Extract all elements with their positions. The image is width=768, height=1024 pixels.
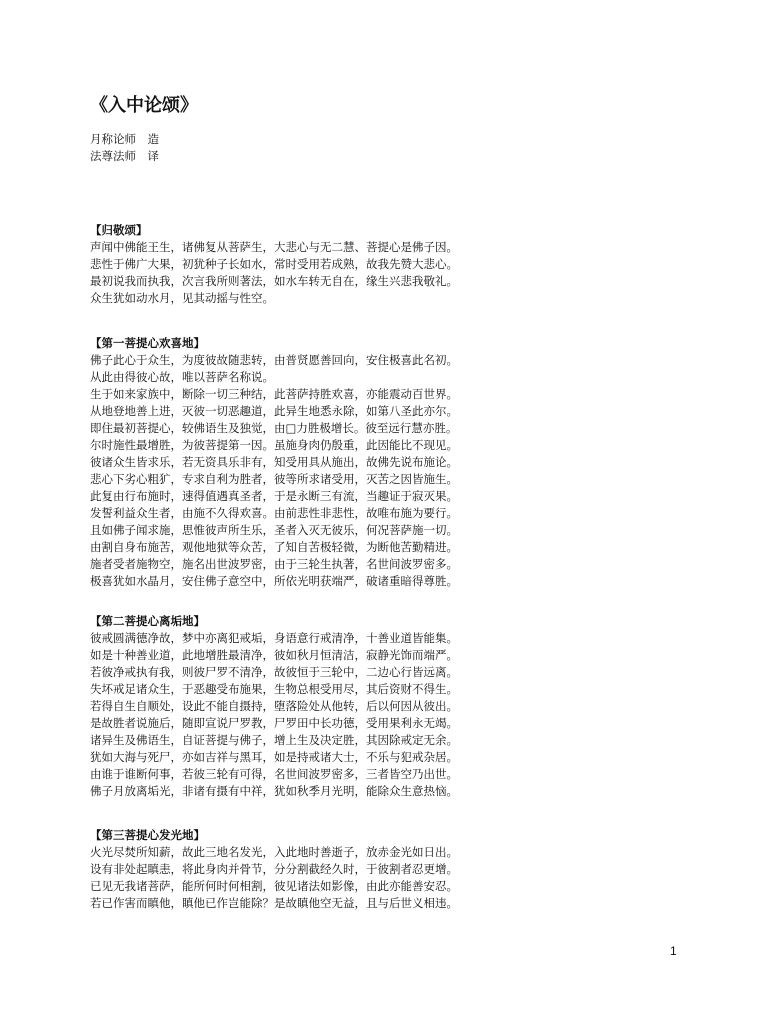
verse-line: 从此由得彼心故，唯以菩萨名称说。 (90, 370, 274, 384)
verse-line: 从地登地善上进，灭彼一切恶趣道，此异生地悉永除，如第八圣此亦尔。 (90, 404, 458, 418)
verse-line: 声闻中佛能王生，诸佛复从菩萨生，大悲心与无二慧、菩提心是佛子因。 (90, 240, 458, 254)
section-homage (90, 222, 730, 307)
verse-line: 彼诸众生皆求乐，若无资具乐非有，知受用具从施出，故佛先说布施论。 (90, 455, 458, 469)
section-third-ground (90, 827, 730, 912)
verse-line: 且如佛子闻求施，思惟彼声所生乐，圣者入灭无彼乐，何况菩萨施一切。 (90, 523, 458, 537)
verse-line: 最初说我而执我，次言我所则著法，如水车转无自在，缘生兴悲我敬礼。 (90, 274, 458, 288)
verse-line: 彼戒圆满德净故，梦中亦离犯戒垢，身语意行戒清净，十善业道皆能集。 (90, 631, 458, 645)
section-heading: 【第三菩提心发光地】 (90, 828, 205, 842)
section-second-ground (90, 613, 730, 800)
verse-line: 施者受者施物空，施名出世波罗密，由于三轮生执著，名世间波罗密多。 (90, 557, 458, 571)
section-heading: 【第一菩提心欢喜地】 (90, 336, 205, 350)
section-heading: 【归敬颂】 (90, 223, 148, 237)
verse-line: 火光尽焚所知薪，故此三地名发光，入此地时善逝子，放赤金光如日出。 (90, 845, 458, 859)
section-heading: 【第二菩提心离垢地】 (90, 614, 205, 628)
section-first-ground (90, 335, 730, 590)
verse-line: 失坏戒足诸众生，于恶趣受布施果，生物总根受用尽，其后资财不得生。 (90, 682, 458, 696)
verse-line: 尔时施性最增胜，为彼菩提第一因。虽施身肉仍殷重，此因能比不现见。 (90, 438, 458, 452)
verse-line: 设有非处起瞋恚，将此身肉并骨节，分分割截经久时，于彼割者忍更增。 (90, 862, 458, 876)
verse-line: 由割自身布施苦，观他地狱等众苦，了知自苦极轻微，为断他苦勤精进。 (90, 540, 458, 554)
page-number: 1 (670, 944, 677, 958)
verse-line: 极喜犹如水晶月，安住佛子意空中，所依光明获端严，破诸重暗得尊胜。 (90, 574, 458, 588)
verse-line: 众生犹如动水月，见其动摇与性空。 (90, 291, 274, 305)
verse-line: 如是十种善业道，此地增胜最清净，彼如秋月恒清洁，寂静光饰而端严。 (90, 648, 458, 662)
verse-line: 是故胜者说施后，随即宣说尸罗教，尸罗田中长功德，受用果利永无竭。 (90, 716, 458, 730)
verse-line: 生于如来家族中，断除一切三种结，此菩萨持胜欢喜，亦能震动百世界。 (90, 387, 458, 401)
verse-line: 发誓利益众生者，由施不久得欢喜。由前悲性非悲性，故唯布施为要行。 (90, 506, 458, 520)
verse-line: 若已作害而瞋他，瞋他已作岂能除？是故瞋他空无益，且与后世义相违。 (90, 896, 458, 910)
verse-line: 由谁于谁断何事，若彼三轮有可得，名世间波罗密多，三者皆空乃出世。 (90, 767, 458, 781)
verse-line: 悲心下劣心粗犷，专求自利为胜者，彼等所求诸受用，灭苦之因皆施生。 (90, 472, 458, 486)
verse-line: 若彼净戒执有我，则彼尸罗不清净，故彼恒于三轮中，二边心行皆远离。 (90, 665, 458, 679)
author-line-author: 月称论师 造 (90, 132, 159, 146)
verse-line: 佛子此心于众生，为度彼故随悲转，由普贤愿善回向，安住极喜此名初。 (90, 353, 458, 367)
document-title: 《入中论颂》 (90, 95, 198, 116)
verse-line: 已见无我诸菩萨，能所何时何相割，彼见诸法如影像，由此亦能善安忍。 (90, 879, 458, 893)
verse-line: 佛子月放离垢光，非诸有摄有中祥，犹如秋季月光明，能除众生意热恼。 (90, 784, 458, 798)
author-line-translator: 法尊法师 译 (90, 149, 159, 163)
verse-line: 悲性于佛广大果，初犹种子长如水，常时受用若成熟，故我先赞大悲心。 (90, 257, 458, 271)
verse-line: 诸异生及佛语生，自证菩提与佛子，增上生及决定胜，其因除戒定无余。 (90, 733, 458, 747)
verse-line: 犹如大海与死尸，亦如吉祥与黑耳，如是持戒诸大士，不乐与犯戒杂居。 (90, 750, 458, 764)
author-block (90, 131, 159, 165)
verse-line: 此复由行布施时，速得值遇真圣者，于是永断三有流，当趣证于寂灭果。 (90, 489, 458, 503)
verse-line: 若得自生自顺处，设此不能自摄持，堕落险处从他转，后以何因从彼出。 (90, 699, 458, 713)
verse-line: 即住最初菩提心，较佛语生及独觉，由□力胜极增长。彼至远行慧亦胜。 (90, 421, 458, 435)
